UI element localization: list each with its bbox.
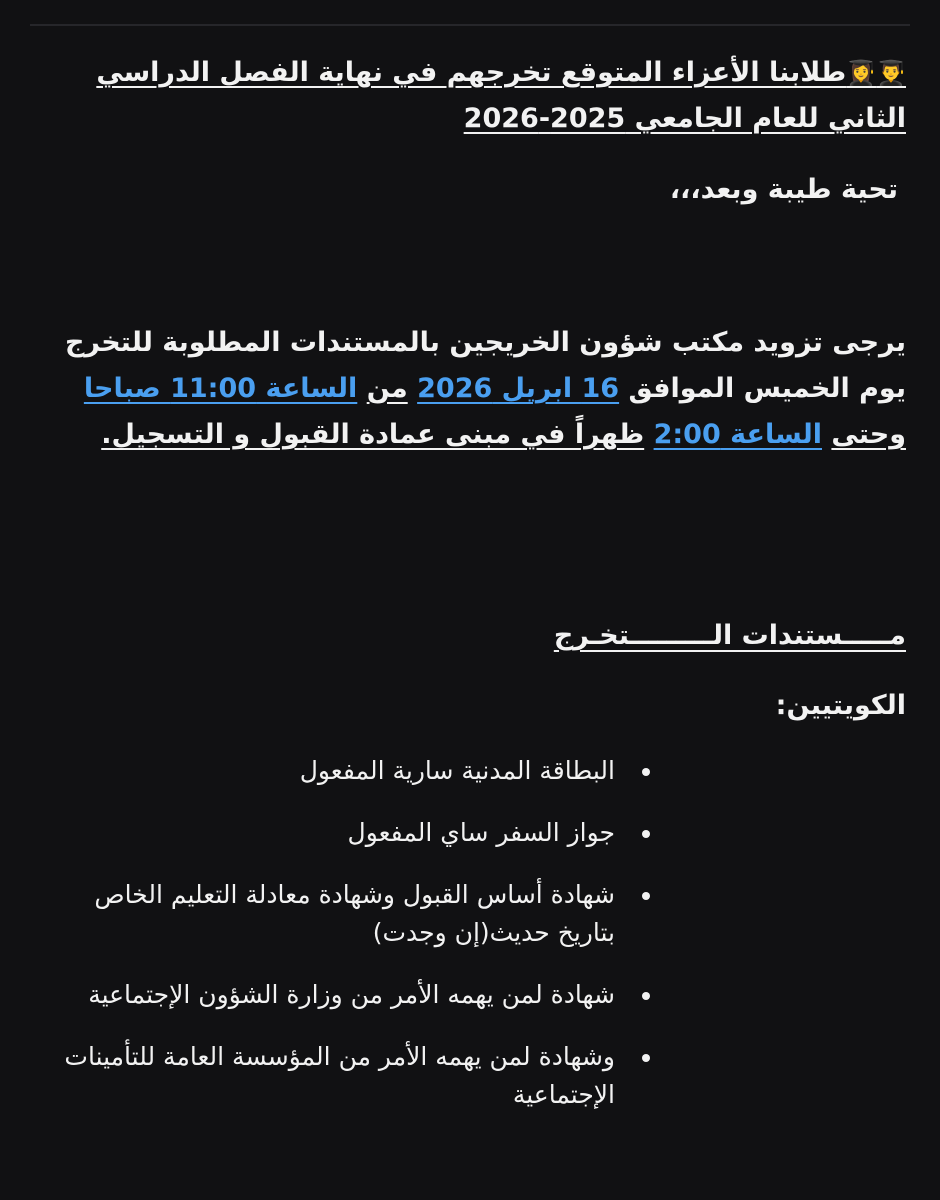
bullet-icon [642, 892, 650, 900]
documents-list [36, 752, 906, 1114]
announcement-headline [36, 50, 906, 142]
bullet-icon [642, 830, 650, 838]
request-paragraph [36, 320, 906, 458]
request-location: ظهراً في مبنى عمادة القبول و التسجيل. [101, 419, 645, 450]
date-link[interactable]: 16 ابريل 2026 [417, 373, 620, 404]
greeting: تحية طيبة وبعد،،، [669, 174, 898, 205]
group-label: الكويتيين: [775, 690, 906, 721]
top-divider [30, 24, 910, 26]
list-item: وشهادة لمن يهمه الأمر من المؤسسة العامة للتأمينات الإجتماعية [36, 1038, 906, 1114]
request-intro: يرجى تزويد مكتب شؤون الخريجين بالمستندات المطلوبة للتخرج يوم الخميس الموافق [64, 327, 906, 404]
graduate-male-icon: 👨‍🎓 [876, 59, 906, 87]
bullet-icon [642, 1054, 650, 1062]
from-word: من [366, 373, 408, 404]
end-time-link[interactable]: الساعة 2:00 [653, 419, 822, 450]
until-word: وحتى [831, 419, 906, 450]
headline-text: طلابنا الأعزاء المتوقع تخرجهم في نهاية الفصل الدراسي الثاني للعام الجامعي 2025-2026 [96, 57, 906, 134]
start-time-link[interactable]: الساعة 11:00 صباحا [83, 373, 358, 404]
graduate-female-icon: 👩‍🎓 [846, 59, 877, 87]
announcement-body [36, 50, 906, 1138]
list-item: شهادة أساس القبول وشهادة معادلة التعليم الخاص بتاريخ حديث(إن وجدت) [36, 876, 906, 952]
list-item: البطاقة المدنية سارية المفعول [36, 752, 906, 790]
bullet-icon [642, 992, 650, 1000]
bullet-icon [642, 768, 650, 776]
list-item: شهادة لمن يهمه الأمر من وزارة الشؤون الإجتماعية [36, 976, 906, 1014]
list-item: جواز السفر ساي المفعول [36, 814, 906, 852]
section-title: مـــــستندات الـــــــــتخـرج [553, 620, 906, 651]
